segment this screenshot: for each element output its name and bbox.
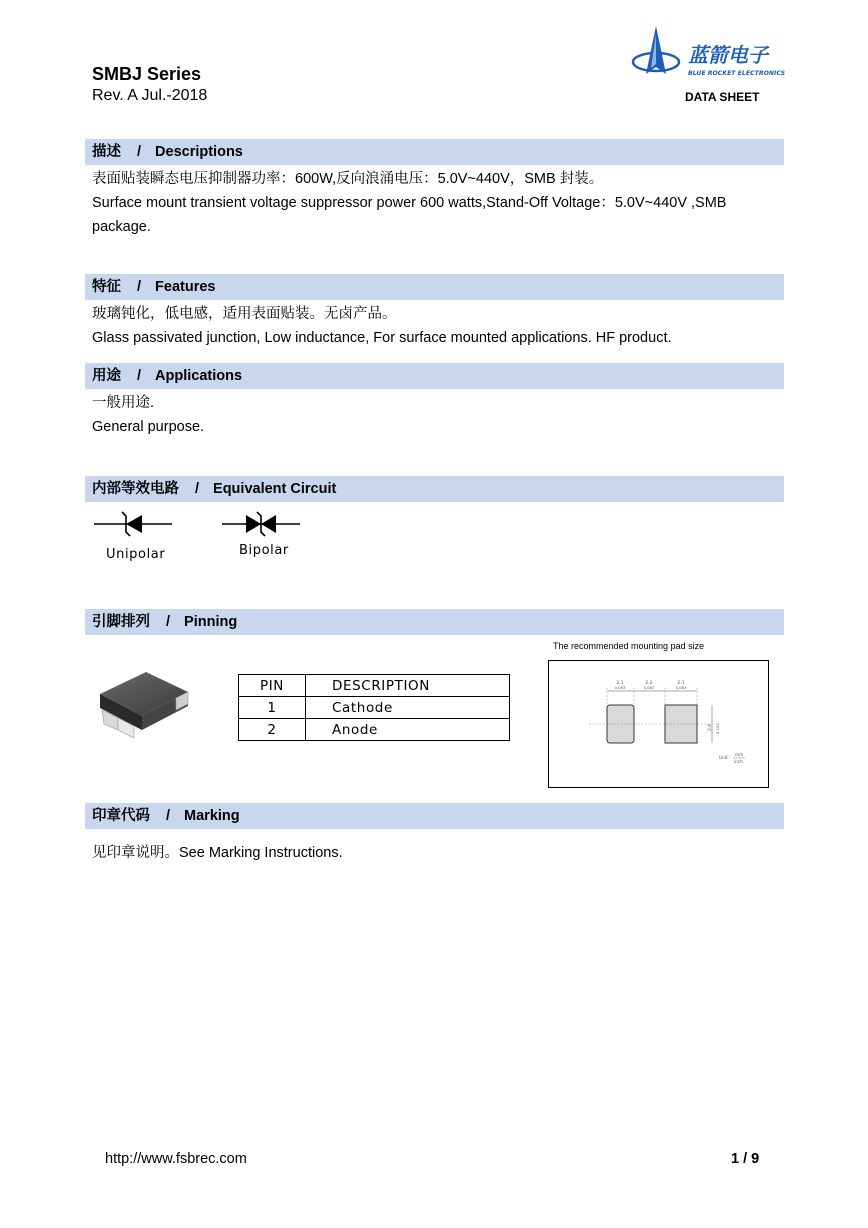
package-image <box>96 664 192 747</box>
footer-url[interactable]: http://www.fsbrec.com <box>105 1151 247 1167</box>
dim-1: 2.1 <box>616 681 624 686</box>
unit-mm: mm <box>735 752 744 757</box>
descriptions-en-2: package. <box>92 219 151 235</box>
applications-cn: 一般用途. <box>92 395 155 411</box>
section-cn-title: 描述 <box>92 144 121 160</box>
descriptions-body <box>92 167 726 239</box>
unit-inch: inch <box>734 759 743 764</box>
separator: / <box>137 144 142 160</box>
dim-2-inch: 0.087 <box>643 685 655 690</box>
table-row <box>239 719 510 741</box>
unipolar-diode-icon <box>94 509 174 539</box>
section-header-pinning <box>85 609 784 635</box>
section-en-title: Marking <box>184 808 240 824</box>
separator: / <box>166 808 171 824</box>
dim-3-inch: 0.083 <box>675 685 687 690</box>
section-header-applications <box>85 363 784 389</box>
descriptions-cn: 表面贴装瞬态电压抑制器功率：600W,反向浪涌电压：5.0V~440V，SMB 封装。 <box>92 171 604 187</box>
pin-description: Anode <box>306 719 510 741</box>
mounting-pad-diagram <box>548 660 769 788</box>
features-cn: 玻璃钝化，低电感，适用表面贴装。无卤产品。 <box>92 306 397 322</box>
section-cn-title: 引脚排列 <box>92 614 150 630</box>
pin-number: 1 <box>239 697 306 719</box>
bipolar-diode-icon <box>222 509 302 539</box>
page-number <box>731 1151 759 1167</box>
section-header-descriptions <box>85 139 784 165</box>
features-en: Glass passivated junction, Low inductance, For surface mounted applications. HF product. <box>92 330 672 346</box>
separator: / <box>137 279 142 295</box>
header-pin: PIN <box>239 675 306 697</box>
marking-body: 见印章说明。See Marking Instructions. <box>92 845 343 861</box>
unipolar-diagram <box>94 509 174 544</box>
section-header-circuit <box>85 476 784 502</box>
pin-description: Cathode <box>306 697 510 719</box>
unipolar-label: Unipolar <box>106 547 166 562</box>
dim-height-inch: 0.102 <box>715 723 720 734</box>
features-body <box>92 302 672 350</box>
separator: / <box>195 481 200 497</box>
table-header-row <box>239 675 510 697</box>
section-en-title: Pinning <box>184 614 238 630</box>
pin-number: 2 <box>239 719 306 741</box>
dim-3: 2.1 <box>677 681 685 686</box>
applications-en: General purpose. <box>92 419 205 435</box>
pad-caption: The recommended mounting pad size <box>553 641 705 651</box>
descriptions-en-1: Surface mount transient voltage suppressor power 600 watts,Stand-Off Voltage：5.0V~440V ,SMB <box>92 195 727 211</box>
section-cn-title: 用途 <box>92 368 121 384</box>
section-en-title: Applications <box>155 368 243 384</box>
revision-text: Rev. A Jul.-2018 <box>92 87 208 104</box>
section-en-title: Equivalent Circuit <box>213 481 337 497</box>
header-description: DESCRIPTION <box>306 675 510 697</box>
bipolar-diagram <box>222 509 302 544</box>
dim-1-inch: 0.083 <box>614 685 626 690</box>
section-cn-title: 特征 <box>92 279 121 295</box>
pinning-table <box>238 674 510 741</box>
section-en-title: Features <box>155 279 216 295</box>
section-cn-title: 内部等效电路 <box>92 481 179 497</box>
separator: / <box>166 614 171 630</box>
bipolar-label: Bipolar <box>239 543 289 558</box>
unit-label: Unit : <box>719 755 731 760</box>
datasheet-label: DATA SHEET <box>685 90 760 104</box>
dim-height: 2.6 <box>708 723 713 731</box>
table-row <box>239 697 510 719</box>
company-logo <box>630 24 786 86</box>
applications-body <box>92 391 204 439</box>
logo-cn-text: 蓝箭电子 <box>688 43 768 67</box>
section-header-marking <box>85 803 784 829</box>
section-cn-title: 印章代码 <box>92 808 150 824</box>
section-en-title: Descriptions <box>155 144 243 160</box>
series-title: SMBJ Series <box>92 64 202 84</box>
page-number-text: 1 / 9 <box>731 1151 760 1167</box>
section-header-features <box>85 274 784 300</box>
dim-2: 2.2 <box>645 681 653 686</box>
separator: / <box>137 368 142 384</box>
logo-en-text: BLUE ROCKET ELECTRONICS <box>688 70 786 77</box>
